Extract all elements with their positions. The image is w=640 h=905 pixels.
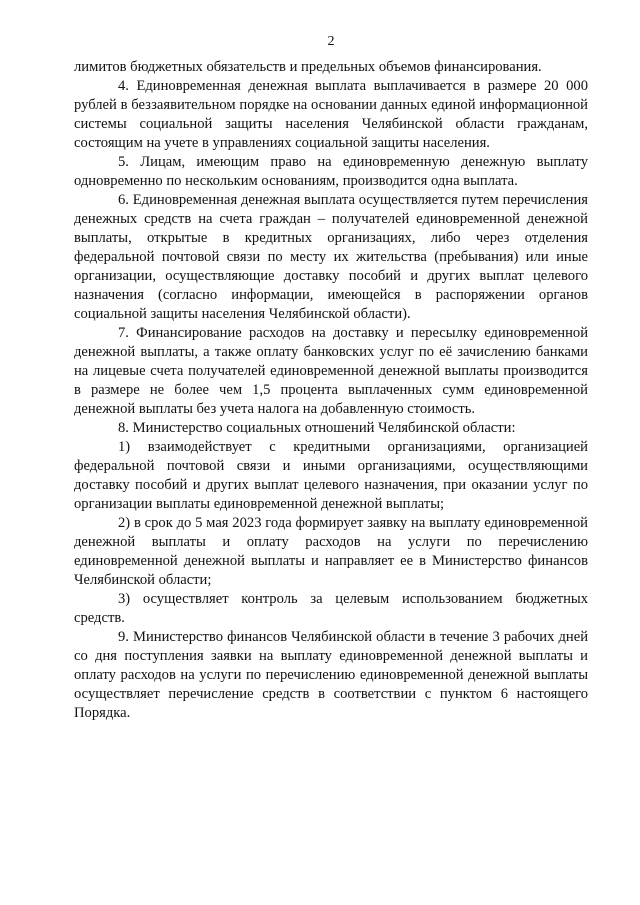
paragraph-item-5: 5. Лицам, имеющим право на единовременную денежную выплату одновременно по нескольким основаниям, производится одна выплата. [74,154,588,189]
page-number: 2 [327,34,335,49]
paragraph-item-8-3: 3) осуществляет контроль за целевым использованием бюджетных средств. [74,591,588,626]
paragraph-item-9: 9. Министерство финансов Челябинской области в течение 3 рабочих дней со дня поступления заявки на выплату единовременной денежной выплаты и оплату расходов на услуги по перечислению единовременной денежной выплаты осуществляет перечисление средств в соответствии с пунктом 6 настоящего Порядка. [74,629,588,721]
paragraph-item-4: 4. Единовременная денежная выплата выплачивается в размере 20 000 рублей в беззаявительном порядке на основании данных единой информационной системы социальной защиты населения Челябинской области гражданам, состоящим на учете в управлениях социальной защиты населения. [74,78,588,151]
paragraph-item-8-1: 1) взаимодействует с кредитными организациями, организацией федеральной почтовой связи и иными организациями, осуществляющими доставку пособий и других выплат целевого назначения, при оказании услуг по организации выплаты единовременной денежной выплаты; [74,439,588,512]
paragraph-continuation: лимитов бюджетных обязательств и предельных объемов финансирования. [74,59,542,75]
paragraph-item-8-2: 2) в срок до 5 мая 2023 года формирует заявку на выплату единовременной денежной выплаты и оплату расходов на услуги по перечислению единовременной денежной выплаты и направляет ее в Министерство финансов Челябинской области; [74,515,588,588]
paragraph-item-6: 6. Единовременная денежная выплата осуществляется путем перечисления денежных средств на счета граждан – получателей единовременной денежной выплаты, открытые в кредитных организациях, либо через отделения федеральной почтовой связи по месту их жительства (пребывания) или иные организации, осуществляющие доставку пособий и других выплат целевого назначения (согласно информации, имеющейся в распоряжении органов социальной защиты населения Челябинской области). [74,192,588,322]
paragraph-item-7: 7. Финансирование расходов на доставку и пересылку единовременной денежной выплаты, а также оплату банковских услуг по её зачислению банками на лицевые счета получателей единовременной денежной выплаты производится в размере не более чем 1,5 процента выплаченных сумм единовременной денежной выплаты без учета налога на добавленную стоимость. [74,325,588,417]
paragraph-item-8: 8. Министерство социальных отношений Челябинской области: [118,420,516,436]
